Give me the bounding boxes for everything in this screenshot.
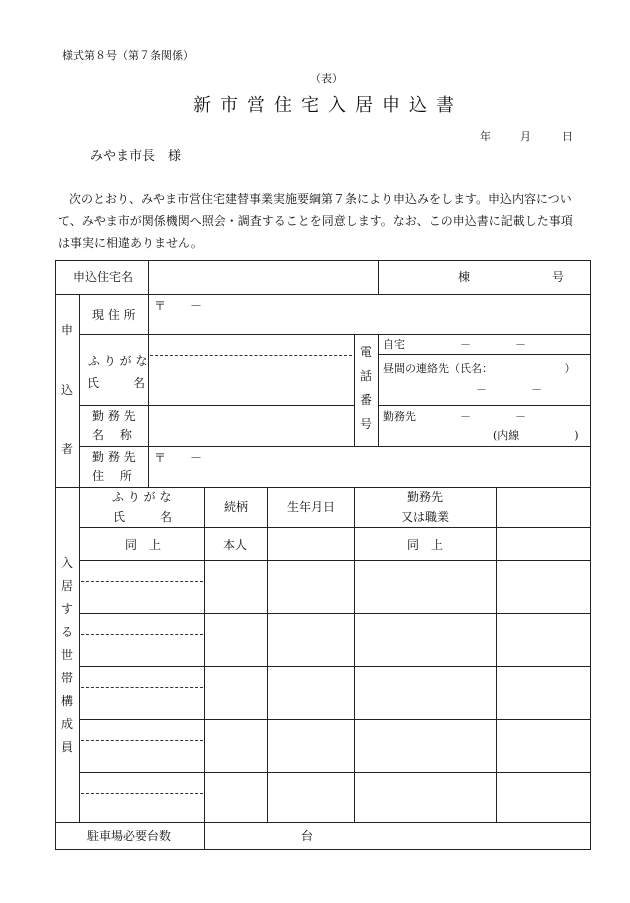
- applicant-label-3: 者: [61, 442, 74, 456]
- extension-field[interactable]: (内線 ): [493, 429, 579, 442]
- phone-label-4: 号: [360, 417, 373, 431]
- daytime-contact-field[interactable]: 昼間の連絡先（氏名： ）: [383, 362, 576, 375]
- date-day: 日: [562, 130, 573, 143]
- birthdate-header: 生年月日: [287, 500, 336, 514]
- applicant-label-1: 申: [61, 323, 74, 337]
- household-label-8: 成: [61, 717, 74, 731]
- workplace-name-label-b: 名 称: [92, 428, 132, 442]
- intro-line-2: て、みやま市が関係機関へ照会・調査することを同意します。なお、この申込書に記載した事項: [58, 214, 573, 228]
- home-phone-field[interactable]: 自宅 － －: [383, 338, 526, 351]
- building-label: 棟: [458, 270, 471, 284]
- household-name-header-a: 氏: [113, 510, 126, 524]
- name-label-second: 名: [133, 376, 146, 390]
- household-label-3: す: [61, 602, 74, 616]
- workplace-address-label-b: 住 所: [92, 469, 132, 483]
- household-label-5: 世: [61, 648, 74, 662]
- intro-line-3: は事実に相違ありません。: [58, 236, 203, 250]
- current-address-label: 現 住 所: [92, 308, 136, 322]
- household-label-2: 居: [61, 579, 74, 593]
- phone-label-3: 番: [360, 393, 373, 407]
- date-month: 月: [520, 130, 531, 143]
- daytime-phone-dashes: － －: [476, 383, 542, 396]
- phone-label-1: 電: [360, 345, 373, 359]
- household-label-4: る: [61, 625, 74, 639]
- household-label-1: 入: [61, 556, 74, 570]
- same-as-above-workplace: 同 上: [407, 538, 444, 552]
- form-number: 様式第８号（第７条関係）: [62, 49, 194, 62]
- workplace-postal-mark: 〒 －: [154, 451, 203, 465]
- same-as-above-name: 同 上: [125, 538, 162, 552]
- parking-label: 駐車場必要台数: [87, 829, 172, 843]
- household-label-6: 帯: [61, 671, 74, 685]
- household-label-7: 構: [61, 694, 74, 708]
- relation-self: 本人: [223, 538, 248, 552]
- room-number-label: 号: [552, 270, 565, 284]
- furigana-label: ふ り が な: [88, 354, 148, 368]
- household-label-9: 員: [61, 740, 74, 754]
- page-side-label: （表）: [310, 72, 343, 85]
- workplace-name-label-a: 勤 務 先: [92, 409, 136, 423]
- household-name-header-b: 名: [160, 510, 173, 524]
- intro-line-1: 次のとおり、みやま市営住宅建替事業実施要綱第７条により申込みをします。申込内容につい: [69, 192, 572, 206]
- relation-header: 続柄: [224, 500, 249, 514]
- addressee: みやま市長 様: [90, 149, 182, 164]
- household-furigana-header: ふ り が な: [112, 490, 172, 504]
- workplace-header-b: 又は職業: [401, 510, 450, 524]
- name-label-first: 氏: [87, 376, 100, 390]
- workplace-address-label-a: 勤 務 先: [92, 450, 136, 464]
- work-phone-field[interactable]: 勤務先 － －: [383, 410, 526, 423]
- workplace-header-a: 勤務先: [407, 490, 444, 504]
- form-title: 新市営住宅入居申込書: [193, 95, 463, 116]
- date-year: 年: [480, 130, 491, 143]
- applicant-label-2: 込: [61, 383, 74, 397]
- phone-label-2: 話: [360, 369, 373, 383]
- housing-name-label: 申込住宅名: [73, 270, 134, 284]
- parking-unit: 台: [301, 829, 314, 843]
- postal-code-mark: 〒 －: [154, 299, 203, 313]
